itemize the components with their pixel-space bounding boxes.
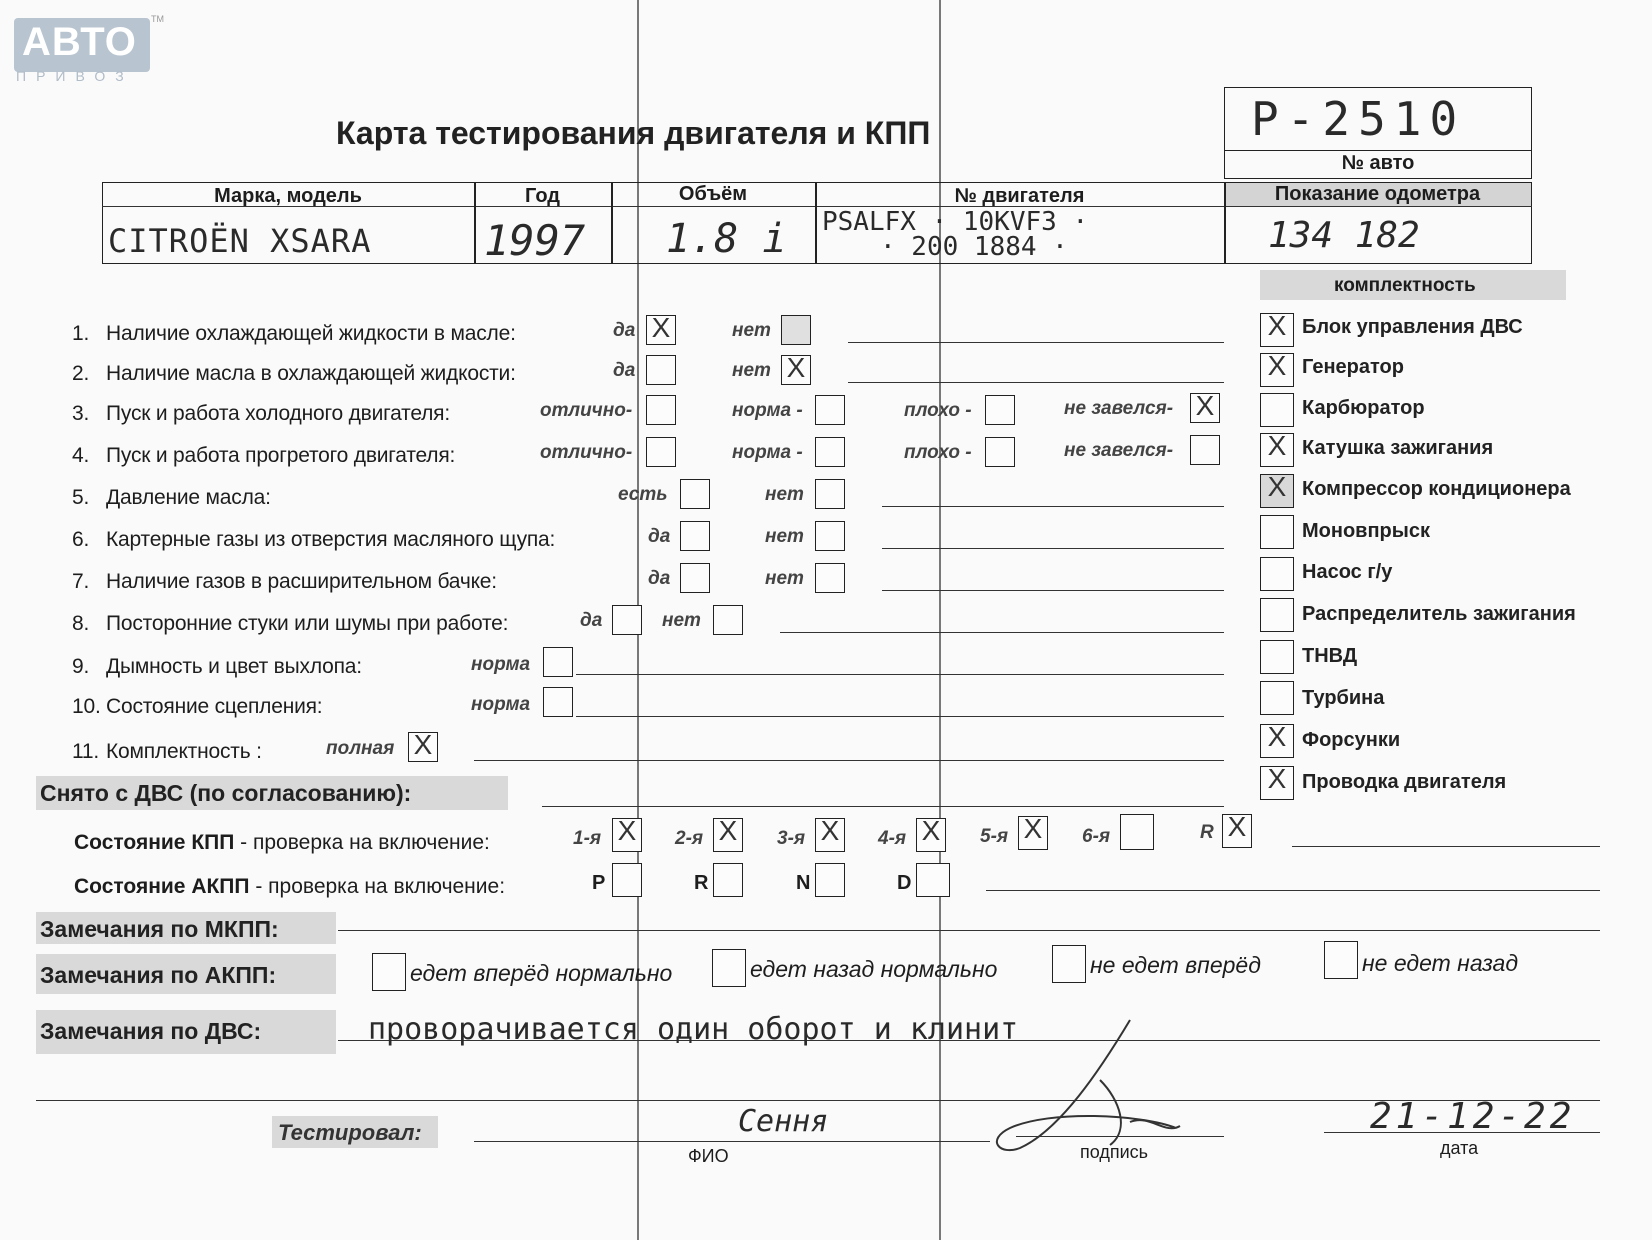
question-2 bbox=[72, 362, 516, 386]
car-number-label: № авто bbox=[1341, 152, 1415, 174]
car-number-label-cell bbox=[1224, 149, 1532, 179]
kit-label-4: Катушка зажигания bbox=[1302, 437, 1494, 459]
page-title: Карта тестирования двигателя и КПП bbox=[336, 115, 931, 151]
q5-no-label: нет bbox=[765, 484, 804, 505]
dvs-remarks-line-2 bbox=[36, 1100, 1600, 1101]
q6-no-checkbox[interactable] bbox=[815, 521, 845, 551]
kpp-gear-r-label: R bbox=[1200, 822, 1214, 843]
q6-yes-checkbox[interactable] bbox=[680, 521, 710, 551]
q4-no-start-label: не завелся- bbox=[1064, 440, 1174, 461]
akpp-no-forward-label: не едет вперёд bbox=[1090, 952, 1261, 978]
question-5-text: Давление масла: bbox=[106, 486, 271, 509]
q3-normal-checkbox[interactable] bbox=[815, 395, 845, 425]
question-11-text: Комплектность : bbox=[106, 740, 262, 763]
engine-no-line1: PSALFX · 10KVF3 · bbox=[822, 207, 1089, 237]
kit-label-11: Форсунки bbox=[1302, 729, 1401, 751]
q6-no-label: нет bbox=[765, 526, 804, 547]
akpp-label-bold: Состояние АКПП bbox=[74, 875, 250, 898]
header-col-odometer: Показание одометра bbox=[1274, 183, 1481, 205]
q7-yes-checkbox[interactable] bbox=[680, 563, 710, 593]
kit-label-10: Турбина bbox=[1302, 687, 1385, 709]
q2-line bbox=[848, 382, 1224, 383]
kit-label-3: Карбюратор bbox=[1302, 397, 1425, 419]
kit-checkbox-12[interactable] bbox=[1260, 763, 1294, 800]
q1-yes-label: да bbox=[613, 320, 636, 341]
akpp-gear-r-checkbox[interactable] bbox=[713, 863, 743, 897]
q5-yes-label: есть bbox=[618, 484, 668, 505]
question-6 bbox=[72, 528, 555, 552]
q10-normal-checkbox[interactable] bbox=[543, 687, 573, 717]
q9-normal-checkbox[interactable] bbox=[543, 647, 573, 677]
akpp-remarks-label: Замечания по АКПП: bbox=[40, 962, 277, 988]
q4-excellent-label: отлично- bbox=[540, 442, 633, 463]
question-2-num: 2. bbox=[72, 362, 90, 385]
kit-label-7: Насос г/у bbox=[1302, 561, 1393, 583]
q4-excellent-checkbox[interactable] bbox=[646, 437, 676, 467]
akpp-line bbox=[986, 890, 1600, 891]
header-col-engine-no: № двигателя bbox=[954, 185, 1085, 207]
question-7 bbox=[72, 570, 497, 594]
kit-mark-4: X bbox=[1267, 430, 1287, 461]
q4-normal-checkbox[interactable] bbox=[815, 437, 845, 467]
q6-line bbox=[882, 548, 1224, 549]
q11-full-label: полная bbox=[326, 738, 395, 759]
q2-yes-checkbox[interactable] bbox=[646, 355, 676, 385]
q8-line bbox=[780, 632, 1224, 633]
q4-normal-label: норма - bbox=[732, 442, 803, 463]
q2-no-mark: X bbox=[786, 352, 806, 383]
question-3-text: Пуск и работа холодного двигателя: bbox=[106, 402, 450, 425]
q8-yes-checkbox[interactable] bbox=[612, 605, 642, 635]
odometer-value: 134 182 bbox=[1268, 215, 1420, 256]
kit-checkbox-8[interactable] bbox=[1260, 598, 1294, 632]
q5-line bbox=[882, 506, 1224, 507]
q8-yes-label: да bbox=[580, 610, 603, 631]
kpp-gear-1-mark: X bbox=[617, 815, 637, 846]
kpp-gear-5-checkbox[interactable] bbox=[1018, 813, 1048, 850]
tester-name: Сення bbox=[738, 1104, 829, 1139]
q1-yes-checkbox[interactable] bbox=[646, 312, 676, 345]
fio-line bbox=[474, 1141, 990, 1142]
car-number-value: P-2510 bbox=[1251, 92, 1466, 146]
kpp-gear-5-mark: X bbox=[1023, 813, 1043, 844]
q3-excellent-label: отлично- bbox=[540, 400, 633, 421]
akpp-backward-ok-label: едет назад нормально bbox=[750, 956, 998, 982]
mkpp-remarks-label: Замечания по МКПП: bbox=[40, 916, 279, 942]
fio-label: ФИО bbox=[688, 1146, 729, 1166]
kpp-gear-1-checkbox[interactable] bbox=[612, 815, 642, 852]
akpp-gear-p-checkbox[interactable] bbox=[612, 863, 642, 897]
question-11 bbox=[72, 740, 262, 764]
removed-section-label: Снято с ДВС (по согласованию): bbox=[40, 780, 412, 806]
q1-yes-mark: X bbox=[651, 312, 671, 343]
kpp-gear-r-mark: X bbox=[1227, 811, 1247, 842]
q5-no-checkbox[interactable] bbox=[815, 479, 845, 509]
kit-mark-5: X bbox=[1267, 471, 1287, 502]
kpp-gear-5-label: 5-я bbox=[980, 826, 1009, 847]
akpp-label bbox=[74, 875, 505, 899]
question-6-num: 6. bbox=[72, 528, 90, 551]
question-10 bbox=[72, 695, 322, 719]
q10-line bbox=[576, 716, 1224, 717]
q5-yes-checkbox[interactable] bbox=[680, 479, 710, 509]
tested-by-label: Тестировал: bbox=[278, 1120, 422, 1145]
logo-sub: ПРИВОЗ bbox=[16, 68, 134, 84]
kit-label-9: ТНВД bbox=[1302, 645, 1358, 667]
kit-checkbox-10[interactable] bbox=[1260, 681, 1294, 715]
kit-checkbox-6[interactable] bbox=[1260, 515, 1294, 549]
question-3-num: 3. bbox=[72, 402, 90, 425]
q2-yes-label: да bbox=[613, 360, 636, 381]
q3-excellent-checkbox[interactable] bbox=[646, 395, 676, 425]
akpp-forward-ok-label: едет вперёд нормально bbox=[410, 960, 673, 986]
kit-checkbox-3[interactable] bbox=[1260, 393, 1294, 427]
akpp-gear-n-label: N bbox=[796, 872, 811, 894]
q3-bad-label: плохо - bbox=[904, 400, 972, 421]
header-col-volume: Объём bbox=[678, 183, 748, 205]
kit-label-2: Генератор bbox=[1302, 356, 1404, 378]
akpp-gear-n-checkbox[interactable] bbox=[815, 863, 845, 897]
date-value: 21-12-22 bbox=[1370, 1096, 1576, 1137]
question-10-text: Состояние сцепления: bbox=[106, 695, 323, 718]
kit-checkbox-4[interactable] bbox=[1260, 430, 1294, 467]
kit-label-8: Распределитель зажигания bbox=[1302, 603, 1576, 625]
dvs-remarks-note: проворачивается один оборот и клинит bbox=[368, 1012, 1019, 1047]
sign-label: подпись bbox=[1080, 1142, 1149, 1162]
signature bbox=[980, 1010, 1220, 1160]
akpp-gear-p-label: P bbox=[592, 872, 606, 894]
q8-no-label: нет bbox=[662, 610, 701, 631]
kit-checkbox-2[interactable] bbox=[1260, 350, 1294, 387]
sign-line bbox=[1016, 1136, 1224, 1137]
kpp-gear-1-label: 1-я bbox=[573, 828, 602, 849]
kpp-gear-2-checkbox[interactable] bbox=[713, 815, 743, 852]
kit-mark-11: X bbox=[1267, 721, 1287, 752]
kit-checkbox-7[interactable] bbox=[1260, 557, 1294, 591]
kit-label-1: Блок управления ДВС bbox=[1302, 316, 1523, 338]
akpp-gear-d-checkbox[interactable] bbox=[916, 863, 950, 897]
akpp-backward-ok-checkbox[interactable] bbox=[712, 949, 746, 987]
kpp-gear-4-mark: X bbox=[921, 815, 941, 846]
logo-tm: TM bbox=[151, 14, 164, 24]
q1-line bbox=[848, 342, 1224, 343]
q11-line bbox=[474, 760, 1224, 761]
dvs-remarks-label: Замечания по ДВС: bbox=[40, 1018, 262, 1044]
kpp-label-rest: - проверка на включение: bbox=[234, 831, 490, 854]
question-6-text: Картерные газы из отверстия масляного щупа: bbox=[106, 528, 556, 551]
q11-full-checkbox[interactable] bbox=[408, 729, 438, 762]
q11-full-mark: X bbox=[413, 729, 433, 760]
kpp-gear-3-label: 3-я bbox=[777, 828, 806, 849]
kit-checkbox-5[interactable] bbox=[1260, 471, 1294, 508]
question-9-num: 9. bbox=[72, 655, 90, 678]
kit-label-5: Компрессор кондиционера bbox=[1302, 478, 1571, 500]
kpp-gear-3-mark: X bbox=[820, 815, 840, 846]
question-8 bbox=[72, 612, 508, 636]
engine-no-line2: · 200 1884 · bbox=[880, 232, 1068, 262]
question-1-text: Наличие охлаждающей жидкости в масле: bbox=[106, 322, 516, 345]
question-9 bbox=[72, 655, 362, 679]
q7-line bbox=[882, 590, 1224, 591]
q8-no-checkbox[interactable] bbox=[713, 605, 743, 635]
kpp-label-bold: Состояние КПП bbox=[74, 831, 235, 854]
q1-no-checkbox[interactable] bbox=[781, 315, 811, 345]
q4-no-start-checkbox[interactable] bbox=[1190, 435, 1220, 465]
question-5-num: 5. bbox=[72, 486, 90, 509]
kit-title: комплектность bbox=[1334, 275, 1476, 296]
kit-mark-1: X bbox=[1267, 310, 1287, 341]
q9-line bbox=[576, 674, 1224, 675]
q10-normal-label: норма bbox=[471, 694, 531, 715]
question-9-text: Дымность и цвет выхлопа: bbox=[106, 655, 362, 678]
kit-mark-12: X bbox=[1267, 763, 1287, 794]
kpp-gear-6-label: 6-я bbox=[1082, 826, 1111, 847]
kit-checkbox-11[interactable] bbox=[1260, 721, 1294, 758]
q9-normal-label: норма bbox=[471, 654, 531, 675]
akpp-forward-ok-checkbox[interactable] bbox=[372, 953, 406, 991]
year-value: 1997 bbox=[484, 216, 586, 265]
q3-no-start-checkbox[interactable] bbox=[1190, 390, 1220, 423]
mkpp-remarks-line bbox=[338, 930, 1600, 931]
kit-checkbox-9[interactable] bbox=[1260, 640, 1294, 674]
date-label: дата bbox=[1440, 1138, 1479, 1158]
kpp-gear-6-checkbox[interactable] bbox=[1120, 814, 1154, 850]
kpp-line bbox=[1292, 846, 1600, 847]
logo bbox=[14, 18, 150, 72]
header-col-year: Год bbox=[525, 185, 560, 207]
question-4 bbox=[72, 444, 455, 468]
q7-no-checkbox[interactable] bbox=[815, 563, 845, 593]
q7-yes-label: да bbox=[648, 568, 671, 589]
question-7-num: 7. bbox=[72, 570, 90, 593]
question-3 bbox=[72, 402, 450, 426]
q6-yes-label: да bbox=[648, 526, 671, 547]
kit-label-12: Проводка двигателя bbox=[1302, 771, 1507, 793]
question-10-num: 10. bbox=[72, 695, 101, 718]
q4-bad-label: плохо - bbox=[904, 442, 972, 463]
logo-main: АВТО bbox=[22, 20, 137, 64]
question-7-text: Наличие газов в расширительном бачке: bbox=[106, 570, 497, 593]
question-1-num: 1. bbox=[72, 322, 90, 345]
question-11-num: 11. bbox=[72, 740, 100, 763]
q2-no-checkbox[interactable] bbox=[781, 352, 811, 385]
kit-checkbox-1[interactable] bbox=[1260, 310, 1294, 347]
akpp-no-forward-checkbox[interactable] bbox=[1052, 945, 1086, 983]
akpp-no-backward-label: не едет назад bbox=[1362, 950, 1519, 976]
question-1 bbox=[72, 322, 516, 346]
question-5 bbox=[72, 486, 271, 510]
kpp-gear-4-label: 4-я bbox=[878, 828, 907, 849]
kpp-gear-3-checkbox[interactable] bbox=[815, 815, 845, 852]
kpp-gear-r-checkbox[interactable] bbox=[1222, 811, 1252, 848]
question-8-text: Посторонние стуки или шумы при работе: bbox=[106, 612, 509, 635]
akpp-gear-d-label: D bbox=[897, 872, 912, 894]
q3-normal-label: норма - bbox=[732, 400, 803, 421]
kpp-gear-2-mark: X bbox=[718, 815, 738, 846]
kpp-label bbox=[74, 831, 490, 855]
q2-no-label: нет bbox=[732, 360, 771, 381]
q7-no-label: нет bbox=[765, 568, 804, 589]
akpp-label-rest: - проверка на включение: bbox=[249, 875, 506, 898]
kpp-gear-2-label: 2-я bbox=[675, 828, 704, 849]
kit-mark-2: X bbox=[1267, 350, 1287, 381]
model-value: CITROËN XSARA bbox=[108, 222, 372, 260]
car-number-box bbox=[1224, 87, 1532, 151]
question-4-num: 4. bbox=[72, 444, 90, 467]
q3-bad-checkbox[interactable] bbox=[985, 395, 1015, 425]
kit-label-6: Моновпрыск bbox=[1302, 520, 1430, 542]
q3-no-start-label: не завелся- bbox=[1064, 398, 1174, 419]
q4-bad-checkbox[interactable] bbox=[985, 437, 1015, 467]
volume-value: 1.8 i bbox=[666, 216, 787, 262]
q1-no-label: нет bbox=[732, 320, 771, 341]
question-2-text: Наличие масла в охлаждающей жидкости: bbox=[106, 362, 516, 385]
question-8-num: 8. bbox=[72, 612, 90, 635]
header-col-model: Марка, модель bbox=[214, 185, 362, 207]
removed-line bbox=[542, 806, 1224, 807]
question-4-text: Пуск и работа прогретого двигателя: bbox=[106, 444, 456, 467]
q3-no-start-mark: X bbox=[1195, 390, 1215, 421]
kpp-gear-4-checkbox[interactable] bbox=[916, 815, 946, 852]
date-line bbox=[1324, 1132, 1600, 1133]
akpp-gear-r-label: R bbox=[694, 872, 709, 894]
akpp-no-backward-checkbox[interactable] bbox=[1324, 941, 1358, 979]
